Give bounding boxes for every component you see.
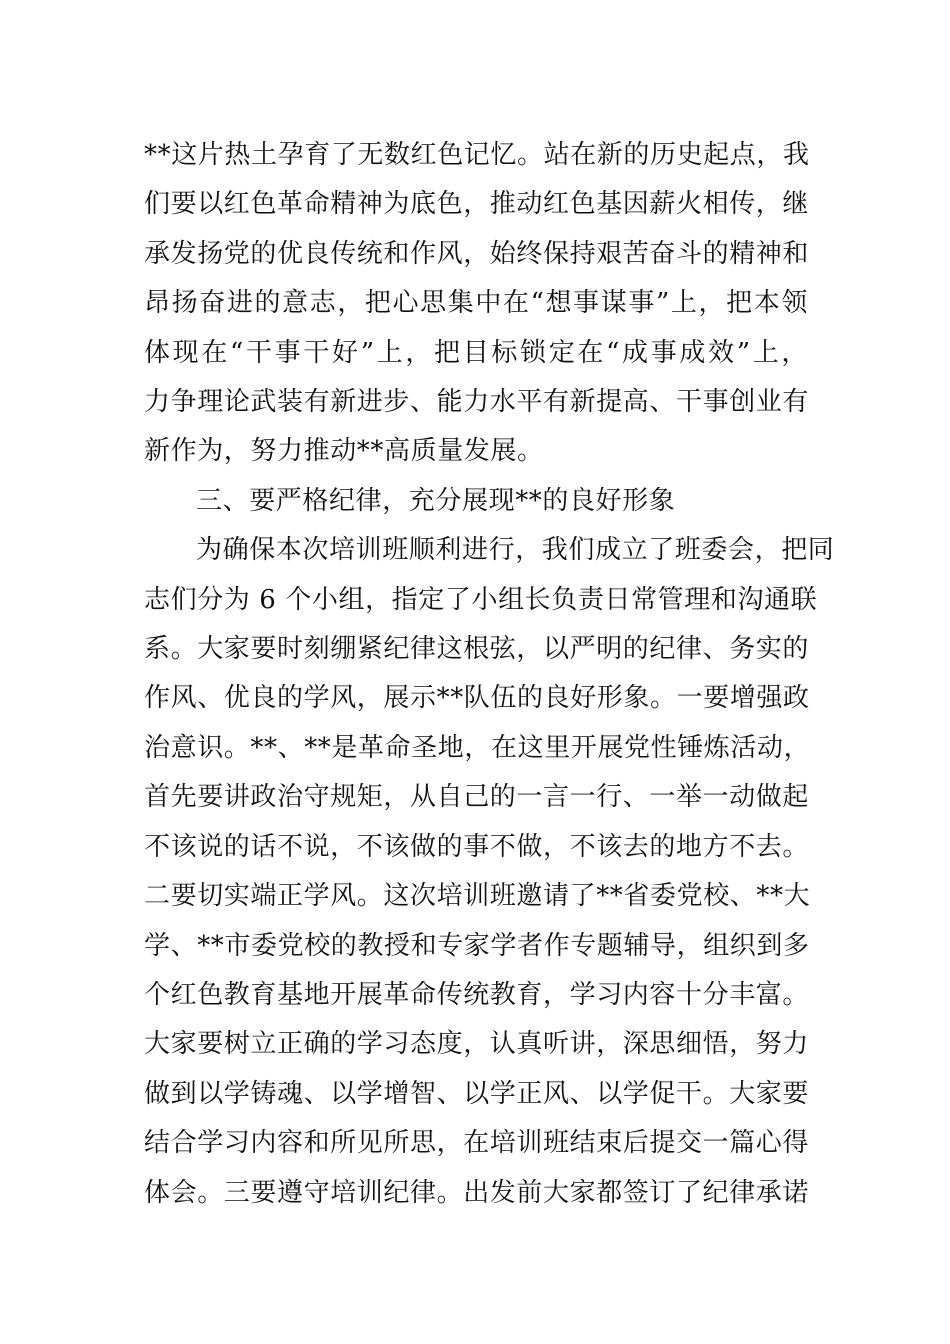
paragraph-3 — [144, 526, 835, 1218]
text-line: 昂扬奋进的意志，把心思集中在“想事谋事”上，把本领 — [144, 288, 808, 319]
text-line: 做到以学铸魂、以学增智、以学正风、以学促干。大家要 — [144, 1078, 810, 1109]
text-line: 系。大家要时刻绷紧纪律这根弦，以严明的纪律、务实的 — [144, 634, 810, 665]
text-line: 二要切实端正学风。这次培训班邀请了**省委党校、**大 — [144, 881, 811, 912]
text-line: 作风、优良的学风，展示**队伍的良好形象。一要增强政 — [144, 683, 810, 714]
text-line: 治意识。**、**是革命圣地，在这里开展党性锤炼活动， — [144, 732, 811, 763]
text-line: 力争理论武装有新进步、能力水平有新提高、干事创业有 — [144, 387, 810, 418]
text-line: 大家要树立正确的学习态度，认真听讲，深思细悟，努力 — [144, 1029, 810, 1060]
text-line: 体现在“干事干好”上，把目标锁定在“成事成效”上， — [144, 337, 808, 368]
text-line: 志们分为 6 个小组，指定了小组长负责日常管理和沟通联 — [144, 584, 818, 615]
text-line: 新作为，努力推动**高质量发展。 — [144, 436, 544, 467]
section-heading — [144, 477, 808, 526]
text-line: 体会。三要遵守培训纪律。出发前大家都签订了纪律承诺 — [144, 1177, 810, 1208]
text-line: 个红色教育基地开展革命传统教育，学习内容十分丰富。 — [144, 979, 810, 1010]
paragraph-1 — [144, 131, 808, 477]
text-line: 学、**市委党校的教授和专家学者作专题辅导，组织到多 — [144, 930, 810, 961]
text-line: **这片热土孕育了无数红色记忆。站在新的历史起点，我 — [144, 140, 810, 170]
text-line: 结合学习内容和所见所思，在培训班结束后提交一篇心得 — [144, 1128, 810, 1159]
heading-text: 三、要严格纪律，充分展现**的良好形象 — [196, 485, 676, 516]
text-line: 为确保本次培训班顺利进行，我们成立了班委会，把同 — [196, 535, 835, 566]
text-line: 承发扬党的优良传统和作风，始终保持艰苦奋斗的精神和 — [144, 238, 810, 269]
text-line: 不该说的话不说，不该做的事不做，不该去的地方不去。 — [144, 831, 810, 862]
document-body — [144, 131, 835, 1218]
text-line: 首先要讲政治守规矩，从自己的一言一行、一举一动做起 — [144, 782, 810, 813]
text-line: 们要以红色革命精神为底色，推动红色基因薪火相传，继 — [144, 189, 810, 220]
